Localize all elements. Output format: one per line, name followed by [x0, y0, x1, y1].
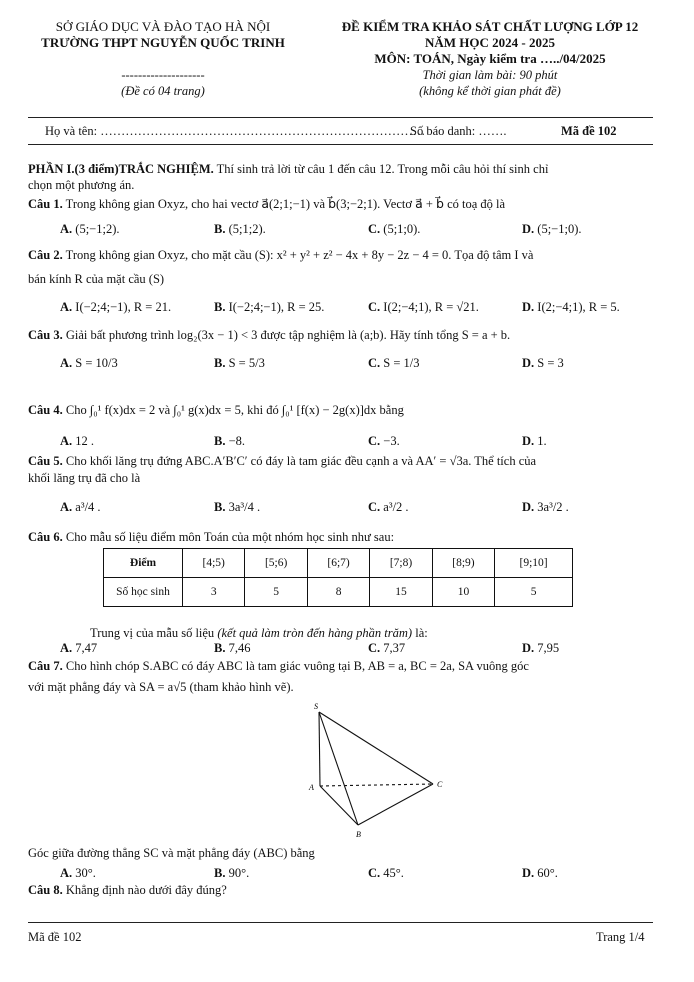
option-letter: B. [214, 300, 226, 314]
q7-option-b[interactable] [214, 866, 249, 881]
option-letter: B. [214, 356, 226, 370]
part1-title: PHẦN I.(3 điểm)TRẮC NGHIỆM. [28, 162, 214, 176]
q4-option-a[interactable] [60, 434, 94, 449]
vertex-label-b: B [356, 830, 361, 839]
edge-sb [319, 712, 358, 825]
q3-option-b[interactable] [214, 356, 265, 371]
option-text: I(2;−4;1), R = 5. [537, 300, 620, 314]
question-text: Cho ∫₀¹ f(x)dx = 2 và ∫₀¹ g(x)dx = 5, khi đó ∫₀¹ [f(x) − 2g(x)]dx bằng [65, 403, 404, 417]
q4-option-c[interactable] [368, 434, 400, 449]
student-name-field: Họ và tên: …………………………………………………………………… [45, 124, 426, 138]
option-text: (5;1;2). [228, 222, 266, 236]
question-label: Câu 7. [28, 659, 63, 673]
question-7 [28, 659, 529, 674]
table-cell: [7;8) [370, 549, 432, 578]
table-cell: [4;5) [183, 549, 245, 578]
part1-intro-line1 [28, 162, 548, 177]
option-text: 60°. [537, 866, 558, 880]
student-divider [28, 144, 653, 145]
edge-bc [358, 784, 433, 825]
student-id-field: Số báo danh: ……. [410, 124, 507, 138]
option-text: 1. [537, 434, 547, 448]
school-department: SỞ GIÁO DỤC VÀ ĐÀO TẠO HÀ NỘI [55, 19, 271, 34]
table-cell: 8 [307, 578, 369, 607]
option-text: 3a³/2 . [537, 500, 569, 514]
prompt-end: là: [412, 626, 428, 640]
question-text: Cho hình chóp S.ABC có đáy ABC là tam giác vuông tại B, AB = a, BC = 2a, SA vuông góc [65, 659, 529, 673]
edge-sa [319, 712, 320, 786]
question-6 [28, 530, 394, 545]
option-text: 45°. [383, 866, 404, 880]
table-cell: Điểm [104, 549, 183, 578]
question-5-line2: khối lăng trụ đã cho là [28, 471, 141, 485]
question-label: Câu 6. [28, 530, 63, 544]
option-text: I(−2;4;−1), R = 21. [75, 300, 172, 314]
q6-option-b[interactable] [214, 641, 250, 656]
q6-option-c[interactable] [368, 641, 405, 656]
q2-option-c[interactable] [368, 300, 479, 315]
option-text: (5;−1;2). [75, 222, 120, 236]
exam-code: Mã đề 102 [561, 124, 617, 138]
table-header-row [104, 549, 573, 578]
table-cell: 15 [370, 578, 432, 607]
option-text: (5;−1;0). [537, 222, 582, 236]
option-letter: D. [522, 866, 535, 880]
time-note: (không kể thời gian phát đề) [419, 84, 561, 98]
question-label: Câu 8. [28, 883, 63, 897]
edge-sc [319, 712, 433, 784]
table-cell: 5 [245, 578, 307, 607]
prompt-note: (kết quả làm tròn đến hàng phần trăm) [217, 626, 413, 640]
edge-ac [320, 784, 433, 786]
option-letter: A. [60, 222, 73, 236]
prompt-text: Trung vị của mẫu số liệu [90, 626, 218, 640]
q5-option-a[interactable] [60, 500, 101, 515]
question-text: Cho mẫu số liệu điểm môn Toán của một nhóm học sinh như sau: [65, 530, 395, 544]
option-letter: C. [368, 356, 381, 370]
option-text: I(2;−4;1), R = √21. [383, 300, 479, 314]
option-text: S = 10/3 [75, 356, 118, 370]
q1-option-d[interactable] [522, 222, 581, 237]
question-5 [28, 454, 536, 469]
option-text: 12 . [75, 434, 95, 448]
school-name: TRƯỜNG THPT NGUYỄN QUỐC TRINH [41, 35, 285, 50]
option-text: −3. [383, 434, 400, 448]
question-label: Câu 1. [28, 197, 63, 211]
option-letter: D. [522, 641, 535, 655]
exam-title: ĐỀ KIỂM TRA KHẢO SÁT CHẤT LƯỢNG LỚP 12 [341, 19, 639, 34]
q2-option-b[interactable] [214, 300, 324, 315]
option-letter: C. [368, 500, 381, 514]
footer-page-number: Trang 1/4 [596, 930, 645, 944]
question-7-line3: Góc giữa đường thẳng SC và mặt phẳng đáy (ABC) bằng [28, 846, 315, 860]
vertex-label-c: C [437, 780, 443, 789]
option-text: 7,47 [75, 641, 98, 655]
option-letter: C. [368, 300, 381, 314]
question-7-line2: với mặt phẳng đáy và SA = a√5 (tham khảo hình vẽ). [28, 680, 294, 694]
q5-option-b[interactable] [214, 500, 260, 515]
option-text: a³/4 . [75, 500, 101, 514]
option-text: 7,95 [537, 641, 560, 655]
question-label: Câu 2. [28, 248, 63, 262]
q1-option-c[interactable] [368, 222, 420, 237]
option-letter: D. [522, 300, 535, 314]
q7-option-c[interactable] [368, 866, 404, 881]
table-cell: [5;6) [245, 549, 307, 578]
q6-option-a[interactable] [60, 641, 97, 656]
question-label: Câu 3. [28, 328, 63, 342]
q4-option-d[interactable] [522, 434, 547, 449]
option-text: 30°. [75, 866, 96, 880]
option-text: S = 1/3 [383, 356, 420, 370]
q7-option-a[interactable] [60, 866, 96, 881]
option-letter: B. [214, 641, 226, 655]
q2-option-a[interactable] [60, 300, 171, 315]
q3-option-a[interactable] [60, 356, 118, 371]
question-8 [28, 883, 227, 898]
part1-intro-line2: chọn một phương án. [28, 178, 135, 192]
option-letter: B. [214, 866, 226, 880]
option-letter: A. [60, 356, 73, 370]
part1-intro: Thí sinh trả lời từ câu 1 đến câu 12. Trong mỗi câu hỏi thí sinh chỉ [213, 162, 549, 176]
q2-option-d[interactable] [522, 300, 620, 315]
option-text: S = 3 [537, 356, 564, 370]
q3-option-d[interactable] [522, 356, 564, 371]
option-text: S = 5/3 [228, 356, 265, 370]
option-letter: B. [214, 434, 226, 448]
option-letter: D. [522, 500, 535, 514]
footer-exam-code: Mã đề 102 [28, 930, 82, 944]
q7-option-d[interactable] [522, 866, 558, 881]
q5-option-c[interactable] [368, 500, 409, 515]
q1-option-a[interactable] [60, 222, 119, 237]
question-text: Cho khối lăng trụ đứng ABC.A′B′C′ có đáy là tam giác đều cạnh a và AA′ = √3a. Thể tích của [65, 454, 537, 468]
table-cell: 5 [495, 578, 573, 607]
option-letter: D. [522, 222, 535, 236]
option-text: 7,37 [383, 641, 406, 655]
option-text: 3a³/4 . [228, 500, 261, 514]
option-text: (5;1;0). [383, 222, 421, 236]
option-text: 90°. [228, 866, 250, 880]
option-letter: C. [368, 641, 381, 655]
table-cell: [9;10] [495, 549, 573, 578]
page-count-note: (Đề có 04 trang) [121, 84, 205, 98]
option-letter: A. [60, 300, 73, 314]
question-text: Trong không gian Oxyz, cho mặt cầu (S): x² + y² + z² − 4x + 8y − 2z − 4 = 0. Tọa độ tâm I và [65, 248, 534, 262]
option-letter: A. [60, 866, 73, 880]
option-text: −8. [228, 434, 246, 448]
q4-option-b[interactable] [214, 434, 245, 449]
school-year: NĂM HỌC 2024 - 2025 [425, 35, 555, 50]
question-text: Trong không gian Oxyz, cho hai vectơ a⃗(2;1;−1) và b⃗(3;−2;1). Vectơ a⃗ + b⃗ có toạ độ là [65, 197, 506, 211]
question-2 [28, 248, 533, 263]
pyramid-figure [300, 700, 460, 840]
option-text: a³/2 . [383, 500, 409, 514]
table-row [104, 578, 573, 607]
q5-option-d[interactable] [522, 500, 569, 515]
q1-option-b[interactable] [214, 222, 266, 237]
option-letter: B. [214, 222, 226, 236]
edge-ab [320, 786, 358, 825]
option-letter: A. [60, 434, 73, 448]
option-letter: D. [522, 356, 535, 370]
q6-option-d[interactable] [522, 641, 559, 656]
table-cell: [6;7) [307, 549, 369, 578]
table-cell: 3 [183, 578, 245, 607]
table-cell: Số học sinh [104, 578, 183, 607]
question-label: Câu 4. [28, 403, 63, 417]
header-divider [28, 117, 653, 118]
q3-option-c[interactable] [368, 356, 420, 371]
option-text: I(−2;4;−1), R = 25. [228, 300, 325, 314]
option-letter: C. [368, 434, 381, 448]
question-text: Giải bất phương trình log₂(3x − 1) < 3 được tập nghiệm là (a;b). Hãy tính tổng S = a + b. [65, 328, 511, 342]
table-cell: [8;9) [432, 549, 494, 578]
time-allowed: Thời gian làm bài: 90 phút [422, 68, 558, 82]
question-2-line2: bán kính R của mặt cầu (S) [28, 272, 165, 286]
option-letter: C. [368, 866, 381, 880]
question-text: Khẳng định nào dưới đây đúng? [65, 883, 227, 897]
option-text: 7,46 [228, 641, 251, 655]
question-4 [28, 403, 404, 418]
question-3 [28, 328, 510, 343]
table-cell: 10 [432, 578, 494, 607]
vertex-label-a: A [309, 783, 314, 792]
footer-divider [28, 922, 653, 923]
vertex-label-s: S [314, 702, 318, 711]
question-1 [28, 196, 505, 212]
option-letter: C. [368, 222, 381, 236]
option-letter: A. [60, 500, 73, 514]
subject-date: MÔN: TOÁN, Ngày kiểm tra …../04/2025 [374, 51, 606, 66]
option-letter: A. [60, 641, 73, 655]
score-table [103, 548, 573, 607]
header-dashes: -------------------- [121, 68, 205, 82]
question-6-prompt [90, 626, 428, 641]
option-letter: B. [214, 500, 226, 514]
question-label: Câu 5. [28, 454, 63, 468]
option-letter: D. [522, 434, 535, 448]
